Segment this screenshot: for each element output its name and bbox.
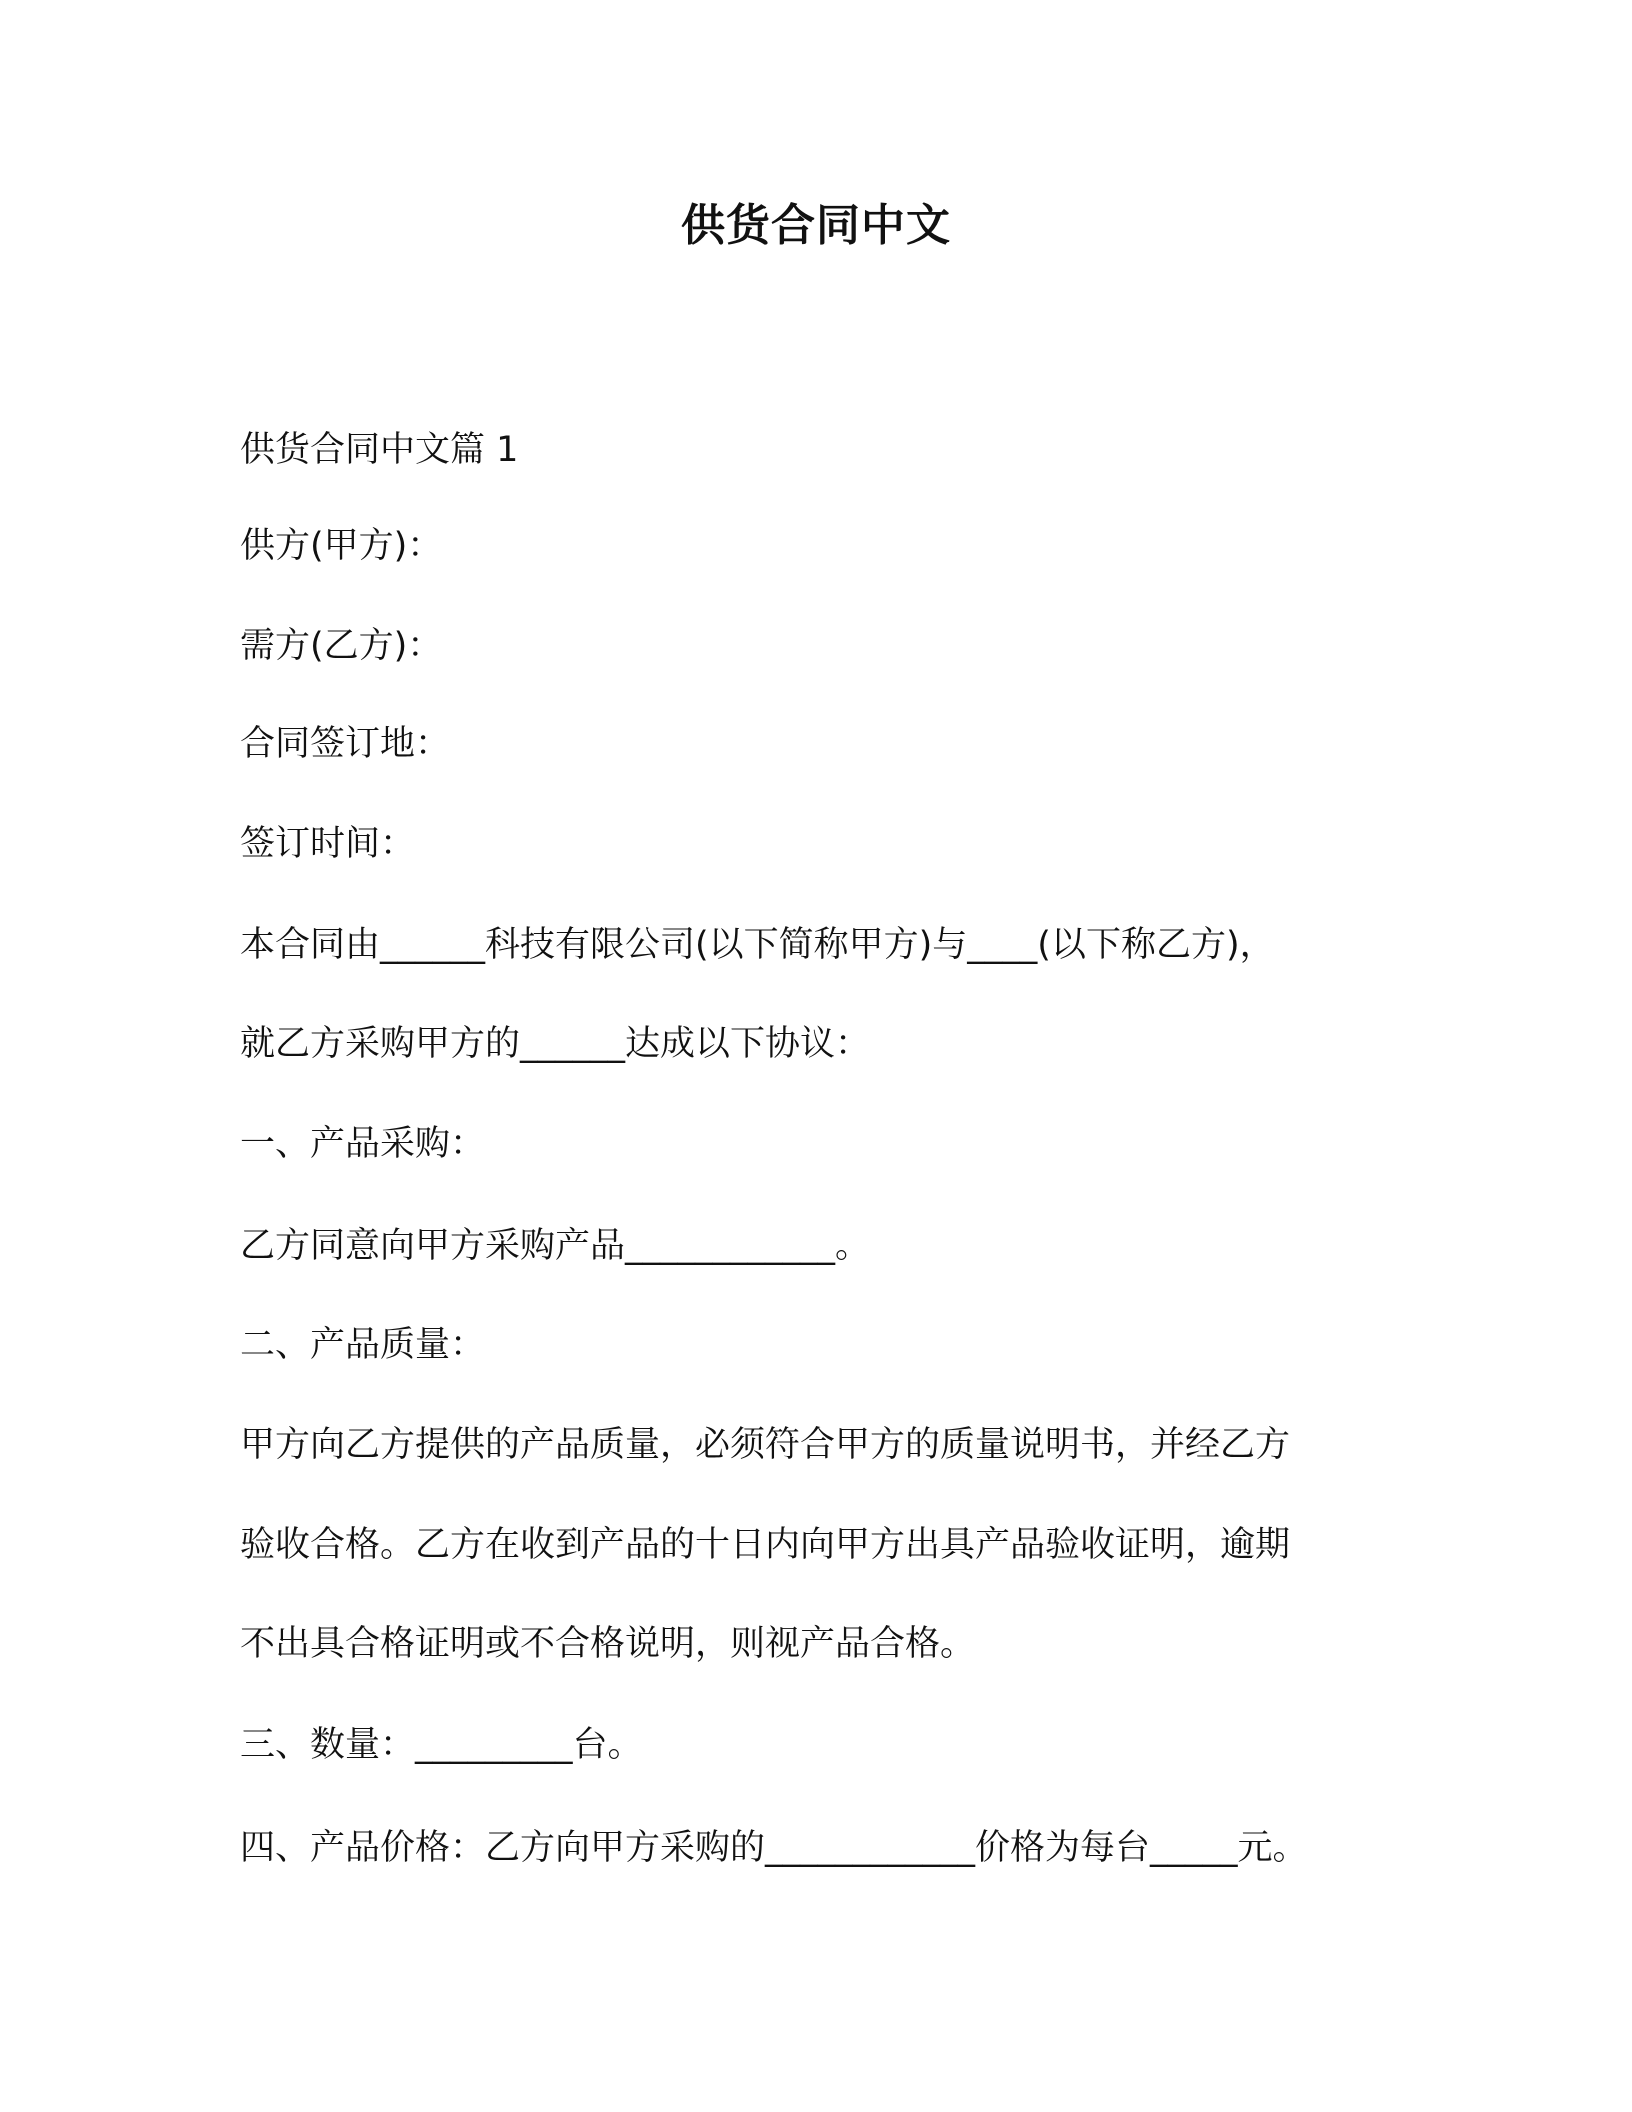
clause-1-text: 乙方同意向甲方采购产品____________。 [240, 1226, 871, 1266]
supplier-party-field: 供方(甲方)： [240, 526, 443, 566]
clause-3-quantity: 三、数量：_________台。 [240, 1725, 643, 1765]
document-title: 供货合同中文 [681, 200, 951, 251]
clause-1-heading: 一、产品采购： [240, 1124, 486, 1164]
contract-intro-line-1: 本合同由______科技有限公司(以下简称甲方)与____(以下称乙方)， [240, 925, 1275, 965]
clause-2-text-line-1: 甲方向乙方提供的产品质量，必须符合甲方的质量说明书，并经乙方 [240, 1425, 1291, 1465]
clause-2-heading: 二、产品质量： [240, 1325, 486, 1365]
buyer-party-field: 需方(乙方)： [240, 626, 443, 666]
clause-4-price: 四、产品价格：乙方向甲方采购的____________价格为每台_____元。 [240, 1828, 1308, 1868]
signing-time-field: 签订时间： [240, 824, 416, 864]
contract-intro-line-2: 就乙方采购甲方的______达成以下协议： [240, 1024, 871, 1064]
clause-2-text-line-2: 验收合格。乙方在收到产品的十日内向甲方出具产品验收证明，逾期 [240, 1525, 1291, 1565]
section-heading-part-1: 供货合同中文篇 1 [240, 430, 519, 470]
signing-place-field: 合同签订地： [240, 724, 451, 764]
clause-2-text-line-3: 不出具合格证明或不合格说明，则视产品合格。 [240, 1624, 976, 1664]
